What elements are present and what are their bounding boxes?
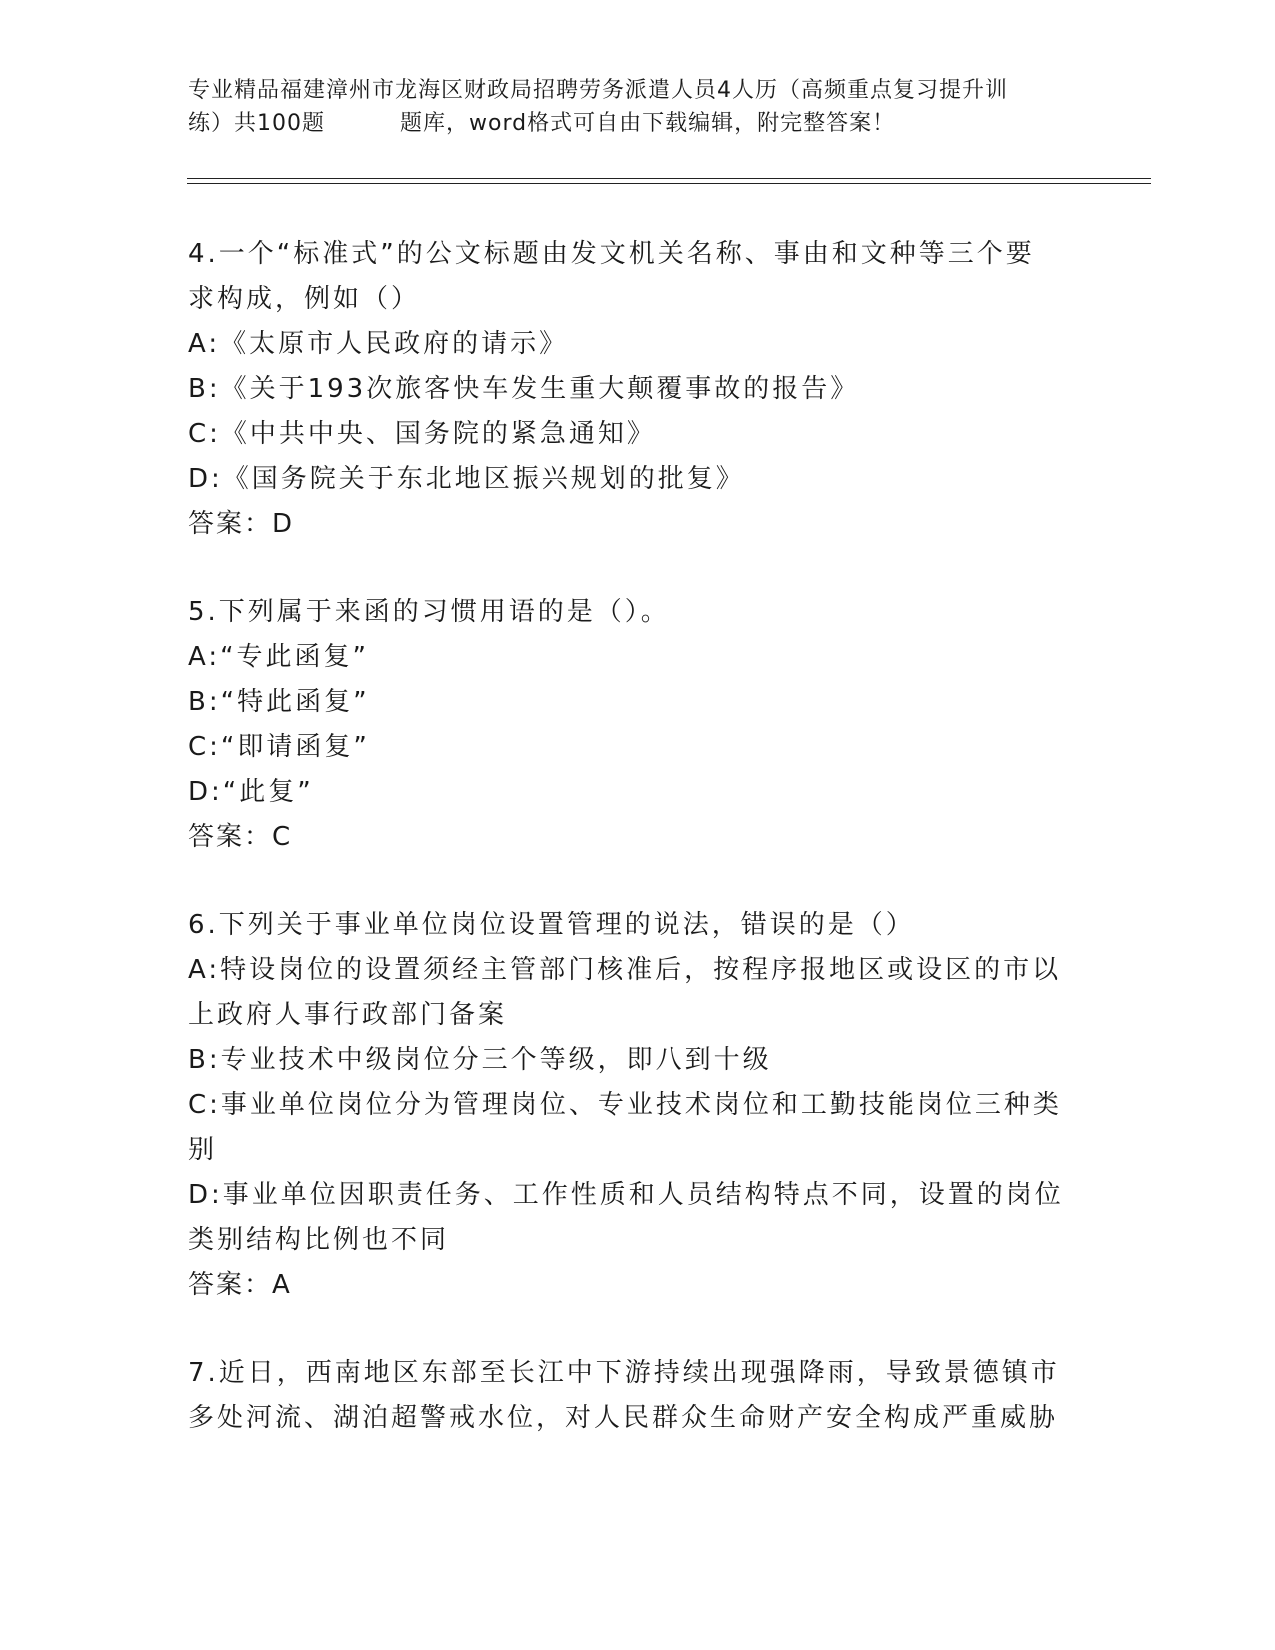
question-block — [188, 903, 1078, 1308]
answer-label: 答案：D — [188, 509, 295, 539]
question-block — [188, 232, 1078, 547]
option-c: C:“即请函复” — [188, 732, 370, 762]
answer-label: 答案：A — [188, 1270, 292, 1300]
option-a: A:特设岗位的设置须经主管部门核准后，按程序报地区或设区的市以 — [188, 955, 1062, 985]
header-divider-bottom — [187, 183, 1151, 184]
option-c: C:《中共中央、国务院的紧急通知》 — [188, 419, 656, 449]
option-d: D:“此复” — [188, 777, 314, 807]
option-d: D:事业单位因职责任务、工作性质和人员结构特点不同，设置的岗位 — [188, 1180, 1064, 1210]
question-stem: 求构成，例如（） — [188, 284, 421, 314]
header-title-line-1: 专业精品福建漳州市龙海区财政局招聘劳务派遣人员4人历（高频重点复习提升训 — [188, 78, 1008, 103]
question-block — [188, 1351, 1078, 1441]
answer-label: 答案：C — [188, 822, 293, 852]
option-d: D:《国务院关于东北地区振兴规划的批复》 — [188, 464, 745, 494]
header-title-line-2b: 题库，word格式可自由下载编辑，附完整答案！ — [400, 111, 896, 136]
header-title-line-2a: 练）共100题 — [188, 111, 325, 136]
question-block — [188, 590, 1078, 860]
question-stem: 多处河流、湖泊超警戒水位，对人民群众生命财产安全构成严重威胁 — [188, 1403, 1059, 1433]
option-c: C:事业单位岗位分为管理岗位、专业技术岗位和工勤技能岗位三种类 — [188, 1090, 1062, 1120]
option-c-continued: 别 — [188, 1135, 218, 1165]
header-title-line-2 — [188, 107, 1088, 140]
option-a: A:《太原市人民政府的请示》 — [188, 329, 569, 359]
option-d-continued: 类别结构比例也不同 — [188, 1225, 450, 1255]
document-header — [188, 74, 1088, 140]
header-divider-top — [187, 178, 1151, 179]
question-stem: 4.一个“标准式”的公文标题由发文机关名称、事由和文种等三个要 — [188, 239, 1035, 269]
question-stem: 5.下列属于来函的习惯用语的是（）。 — [188, 597, 670, 627]
option-a: A:“专此函复” — [188, 642, 370, 672]
question-stem: 7.近日，西南地区东部至长江中下游持续出现强降雨，导致景德镇市 — [188, 1358, 1060, 1388]
question-stem: 6.下列关于事业单位岗位设置管理的说法，错误的是（） — [188, 910, 915, 940]
option-b: B:“特此函复” — [188, 687, 370, 717]
option-a-continued: 上政府人事行政部门备案 — [188, 1000, 508, 1030]
option-b: B:专业技术中级岗位分三个等级，即八到十级 — [188, 1045, 772, 1075]
question-list — [188, 232, 1078, 1484]
option-b: B:《关于193次旅客快车发生重大颠覆事故的报告》 — [188, 374, 860, 404]
